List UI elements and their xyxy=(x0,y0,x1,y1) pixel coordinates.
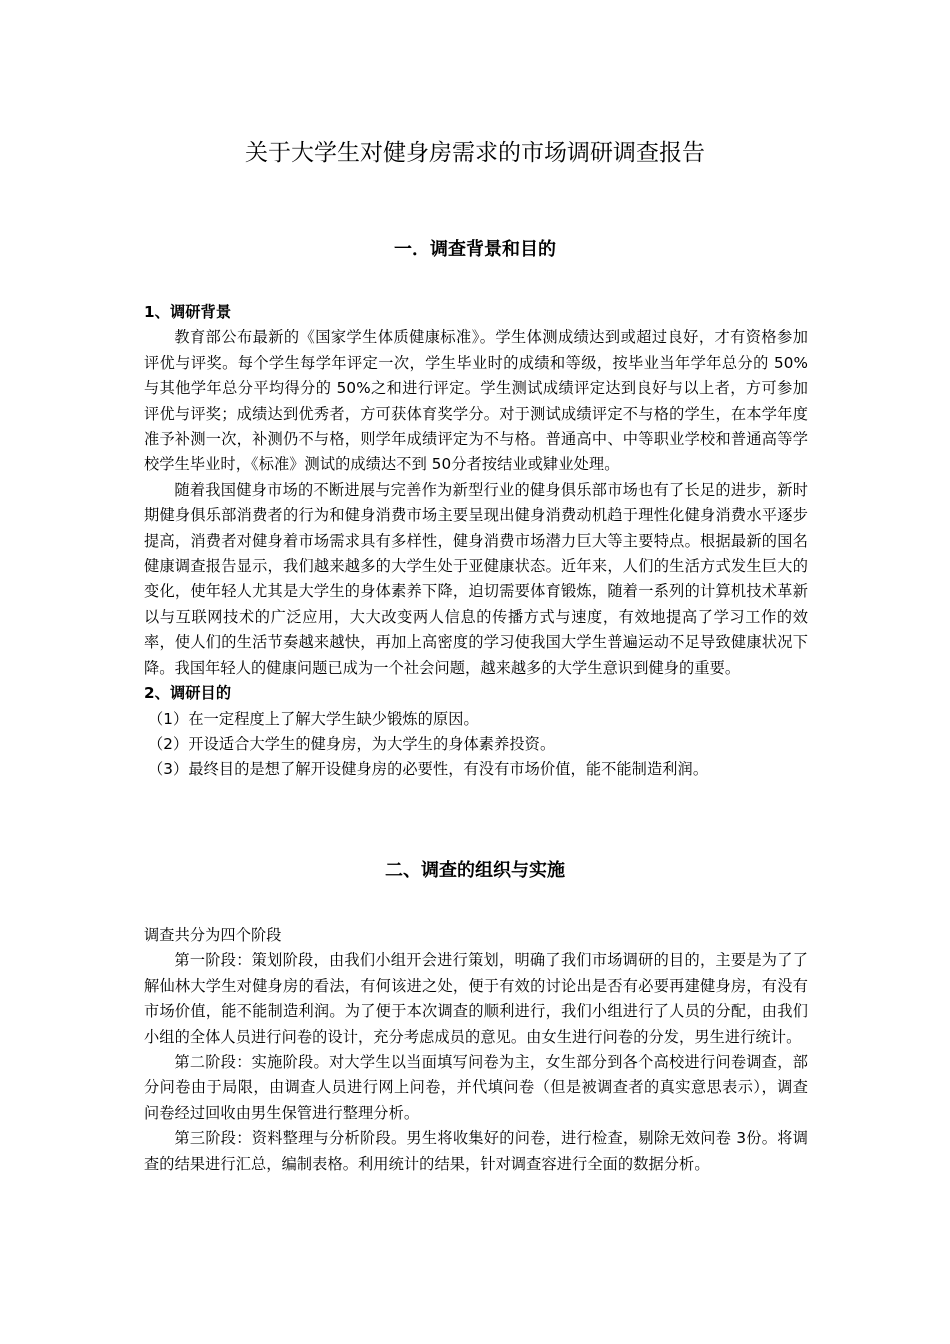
section-organization xyxy=(144,923,808,1177)
list-item: （2）开设适合大学生的健身房，为大学生的身体素养投资。 xyxy=(148,734,556,753)
paragraph: 随着我国健身市场的不断进展与完善作为新型行业的健身俱乐部市场也有了长足的进步，新时期健身俱乐部消费者的行为和健身消费市场主要呈现出健身消费动机趋于理性化健身消费水平逐步提高，消费者对健身着市场需求具有多样性，健身消费市场潜力巨大等主要特点。根据最新的国名健康调查报告显示，我们越来越多的大学生处于亚健康状态。近年来，人们的生活方式发生巨大的变化，使年轻人尤其是大学生的身体素养下降，迫切需要体育锻炼，随着一系列的计算机技术革新以与互联网技术的广泛应用，大大改变两人信息的传播方式与速度，有效地提高了学习工作的效率，使人们的生活节奏越来越快，再加上高密度的学习使我国大学生普遍运动不足导致健康状况下降。我国年轻人的健康问题已成为一个社会问题，越来越多的大学生意识到健身的重要。 xyxy=(144,480,808,677)
paragraph: 第二阶段：实施阶段。对大学生以当面填写问卷为主，女生部分到各个高校进行问卷调查，部分问卷由于局限，由调查人员进行网上问卷，并代填问卷（但是被调查者的真实意思表示），调查问卷经过回收由男生保管进行整理分析。 xyxy=(144,1053,808,1122)
document-title: 关于大学生对健身房需求的市场调研调查报告 xyxy=(245,140,705,166)
subheading-purpose: 2、调研目的 xyxy=(144,684,232,703)
list-item: （1）在一定程度上了解大学生缺少锻炼的原因。 xyxy=(148,709,479,728)
section-heading-background-purpose: 一．调查背景和目的 xyxy=(394,239,556,260)
paragraph: 第三阶段：资料整理与分析阶段。男生将收集好的问卷，进行检查，剔除无效问卷 3份。将调查的结果进行汇总，编制表格。利用统计的结果，针对调查容进行全面的数据分析。 xyxy=(144,1129,808,1173)
paragraph: 教育部公布最新的《国家学生体质健康标准》。学生体测成绩达到或超过良好，才有资格参加评优与评奖。每个学生每学年评定一次，学生毕业时的成绩和等级，按毕业当年学年总分的 50%与其他学年总分平均得分的 50%之和进行评定。学生测试成绩评定达到良好与以上者，方可参加评优与评奖；成绩达到优秀者，方可获体育奖学分。对于测试成绩评定不与格的学生，在本学年度准予补测一次，补测仍不与格，则学年成绩评定为不与格。普通高中、中等职业学校和普通高等学校学生毕业时，《标准》测试的成绩达不到 50分者按结业或肄业处理。 xyxy=(144,328,808,474)
section-heading-organization: 二、调查的组织与实施 xyxy=(385,860,565,881)
section-intro: 调查共分为四个阶段 xyxy=(144,926,282,944)
list-item: （3）最终目的是想了解开设健身房的必要性，有没有市场价值，能不能制造利润。 xyxy=(148,760,709,779)
subheading-background: 1、调研背景 xyxy=(144,303,232,321)
section-background-purpose xyxy=(144,300,808,783)
paragraph: 第一阶段：策划阶段，由我们小组开会进行策划，明确了我们市场调研的目的，主要是为了了解仙林大学生对健身房的看法，有何该进之处，便于有效的讨论出是否有必要再建健身房，有没有市场价值，能不能制造利润。为了便于本次调查的顺利进行，我们小组进行了人员的分配，由我们小组的全体人员进行问卷的设计，充分考虑成员的意见。由女生进行问卷的分发，男生进行统计。 xyxy=(144,951,808,1046)
